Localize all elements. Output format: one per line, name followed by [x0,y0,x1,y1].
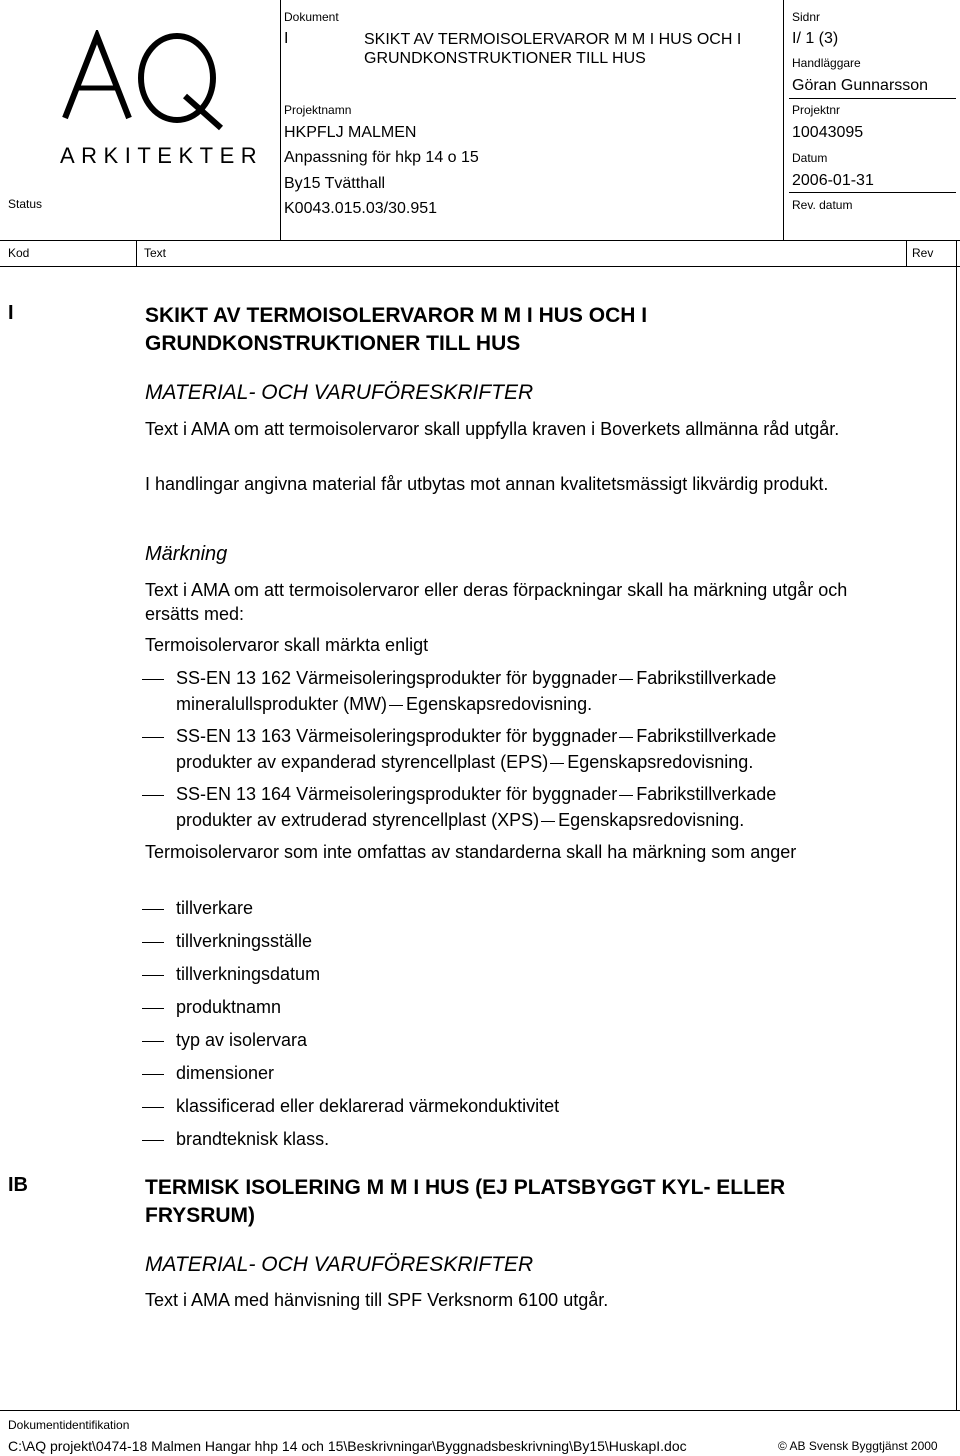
revdatum-label: Rev. datum [792,198,853,212]
dash-separator [541,821,555,822]
dokument-title: SKIKT AV TERMOISOLERVAROR M M I HUS OCH I GRUNDKONSTRUKTIONER TILL HUS [364,31,742,67]
standard-item-2 [176,723,896,775]
header-divider-1 [280,0,281,240]
header-divider-2 [783,0,784,240]
section-ib-para-1: Text i AMA med hänvisning till SPF Verksnorm 6100 utgår. [145,1290,609,1310]
datum-value: 2006-01-31 [792,172,874,189]
section-ib-subtitle: MATERIAL- OCH VARUFÖRESKRIFTER [145,1253,534,1276]
handlaggare-value: Göran Gunnarsson [792,77,929,94]
standard-1-line1b: Fabrikstillverkade [636,668,777,688]
footer-document-path: C:\AQ projekt\0474-18 Malmen Hangar hhp 14 och 15\Beskrivningar\Byggnadsbeskrivning\By15\HuskapI.doc [8,1438,687,1454]
bullet-dash [142,1008,164,1009]
column-text: Text [144,246,167,260]
bullet-dash [142,679,164,680]
bullet-dash [142,1107,164,1108]
marking-item: tillverkare [176,898,254,918]
footer-label: Dokumentidentifikation [8,1418,130,1432]
standard-2-line1a: SS-EN 13 163 Värmeisoleringsprodukter för byggnader [176,726,618,746]
standard-item-1 [176,665,896,717]
status-label: Status [8,197,43,211]
marking-item: klassificerad eller deklarerad värmekonduktivitet [176,1096,560,1116]
bullet-dash [142,1074,164,1075]
handlaggare-label: Handläggare [792,56,861,70]
standard-3-line1a: SS-EN 13 164 Värmeisoleringsprodukter för byggnader [176,784,618,804]
logo-subtitle: ARKITEKTER [60,143,264,168]
bullet-dash [142,975,164,976]
column-rev: Rev [912,246,934,260]
standard-3-line2a: produkter av extruderad styrencellplast (XPS) [176,810,540,830]
projektnamn-line-3: By15 Tvätthall [284,175,386,192]
dash-separator [619,737,633,738]
section-i-subtitle: MATERIAL- OCH VARUFÖRESKRIFTER [145,381,534,404]
section-i-para-2: I handlingar angivna material får utbytas mot annan kvalitetsmässigt likvärdig produkt. [145,474,829,494]
projektnamn-line-1: HKPFLJ MALMEN [284,124,417,141]
section-i-para-5: Termoisolervaror som inte omfattas av standarderna skall ha märkning som anger [145,842,797,862]
dash-separator [389,705,403,706]
col-divider-kod [136,240,137,266]
dokument-code: I [284,30,289,47]
section-ib-code: IB [8,1174,28,1196]
projektnr-label: Projektnr [792,103,841,117]
section-i-para-1: Text i AMA om att termoisolervaror skall uppfylla kraven i Boverkets allmänna råd utgår. [145,419,840,439]
column-header-line [0,266,960,267]
bullet-dash [142,1041,164,1042]
sidnr-label: Sidnr [792,10,821,24]
copyright-icon: © [778,1439,787,1453]
standard-1-line2b: Egenskapsredovisning. [406,694,593,714]
standard-3-line2b: Egenskapsredovisning. [558,810,745,830]
bullet-dash [142,795,164,796]
projektnr-value: 10043095 [792,124,864,141]
section-i-code: I [8,302,14,324]
sidnr-value: I/ 1 (3) [792,30,839,47]
standard-2-line2a: produkter av expanderad styrencellplast (EPS) [176,752,549,772]
dash-separator [619,795,633,796]
header-underline-datum [789,192,956,193]
projektnamn-line-2: Anpassning för hkp 14 o 15 [284,149,479,166]
standard-2-line1b: Fabrikstillverkade [636,726,777,746]
section-i-title: SKIKT AV TERMOISOLERVAROR M M I HUS OCH I GRUNDKONSTRUKTIONER TILL HUS [145,304,648,355]
standard-2-line2b: Egenskapsredovisning. [567,752,754,772]
page-right-border [956,240,957,1410]
bullet-dash [142,737,164,738]
footer-copyright [778,1439,938,1453]
section-i-para-4: Termoisolervaror skall märkta enligt [145,635,429,655]
projektnamn-line-4: K0043.015.03/30.951 [284,200,438,217]
column-kod: Kod [8,246,30,260]
col-divider-rev [906,240,907,266]
marking-item: typ av isolervara [176,1030,308,1050]
bullet-dash [142,1140,164,1141]
dokument-label: Dokument [284,10,339,24]
marking-item: brandteknisk klass. [176,1129,330,1149]
copyright-text: AB Svensk Byggtjänst 2000 [789,1439,938,1453]
bullet-dash [142,909,164,910]
standard-item-3 [176,781,896,833]
datum-label: Datum [792,151,828,165]
marking-heading: Märkning [145,543,228,565]
dash-separator [619,679,633,680]
marking-item: tillverkningsställe [176,931,313,951]
projektnamn-label: Projektnamn [284,103,352,117]
marking-item: produktnamn [176,997,282,1017]
dash-separator [550,763,564,764]
marking-item: dimensioner [176,1063,275,1083]
standard-1-line2a: mineralullsprodukter (MW) [176,694,388,714]
standard-3-line1b: Fabrikstillverkade [636,784,777,804]
marking-item: tillverkningsdatum [176,964,321,984]
header-underline-handlaggare [789,98,956,99]
section-ib-title: TERMISK ISOLERING M M I HUS (EJ PLATSBYGGT KYL- ELLER FRYSRUM) [145,1176,786,1227]
standard-1-line1a: SS-EN 13 162 Värmeisoleringsprodukter för byggnader [176,668,618,688]
section-i-para-3: Text i AMA om att termoisolervaror eller deras förpackningar skall ha märkning utgår och ersätts med: [145,580,848,624]
footer-top-line [0,1410,960,1411]
header-bottom-line [0,240,960,241]
bullet-dash [142,942,164,943]
